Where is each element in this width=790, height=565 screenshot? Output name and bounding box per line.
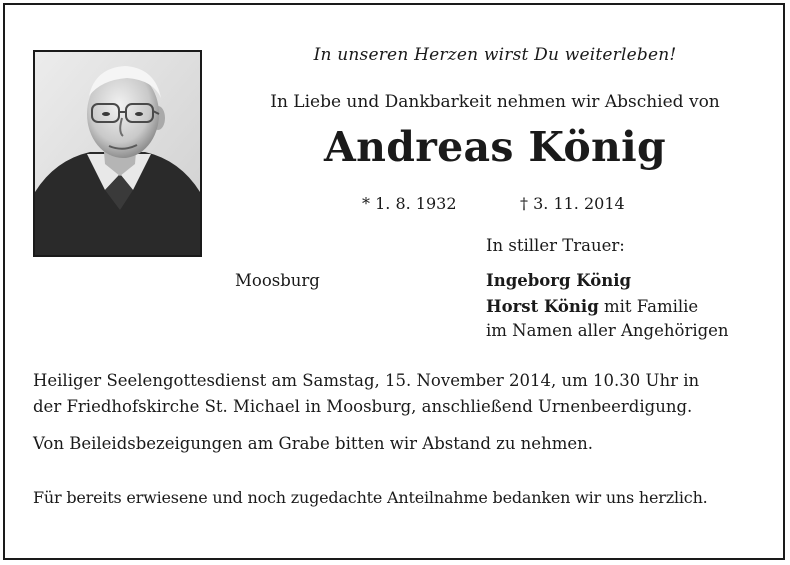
death-date: † 3. 11. 2014 <box>520 194 625 213</box>
thanks-note: Für bereits erwiesene und noch zugedachte Anteilnahme bedanken wir uns herzlich. <box>33 488 708 507</box>
service-line-1: Heiliger Seelengottesdienst am Samstag, 15. November 2014, um 10.30 Uhr in <box>33 371 700 390</box>
motto: In unseren Herzen wirst Du weiterleben! <box>313 45 677 65</box>
mourner-horst <box>486 297 698 316</box>
place: Moosburg <box>235 271 320 290</box>
mourner-ingeborg: Ingeborg König <box>486 271 632 290</box>
mourner-relatives: im Namen aller Angehörigen <box>486 321 729 340</box>
deceased-name: Andreas König <box>324 123 666 171</box>
condolence-note: Von Beileidsbezeigungen am Grabe bitten wir Abstand zu nehmen. <box>33 434 593 453</box>
service-line-2: der Friedhofskirche St. Michael in Moosburg, anschließend Urnenbeerdigung. <box>33 397 693 416</box>
mourner-horst-suffix: mit Familie <box>598 297 699 316</box>
portrait-photo <box>33 50 202 257</box>
mourner-horst-name: Horst König <box>486 297 599 316</box>
farewell-intro: In Liebe und Dankbarkeit nehmen wir Abschied von <box>270 92 720 112</box>
mourning-intro: In stiller Trauer: <box>486 236 625 255</box>
birth-date: * 1. 8. 1932 <box>362 194 457 213</box>
